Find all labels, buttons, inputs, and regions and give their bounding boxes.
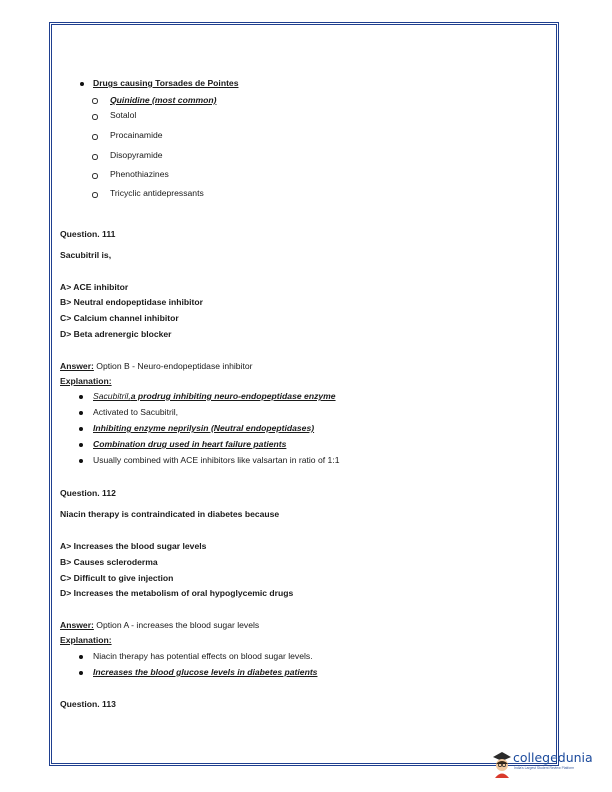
explanation-item-part: Sacubitril, [93,391,131,401]
option: D> Increases the metabolism of oral hypoglycemic drugs [60,588,294,598]
bullet-icon [79,443,83,447]
question-stem: Niacin therapy is contraindicated in diabetes because [60,509,280,519]
explanation-label: Explanation: [60,635,112,645]
option: A> ACE inhibitor [60,282,129,292]
mascot-icon [491,749,513,779]
option: A> Increases the blood sugar levels [60,541,207,551]
option: C> Difficult to give injection [60,573,174,583]
torsades-item: Phenothiazines [110,169,169,179]
question-number: Question. 112 [60,488,116,498]
explanation-item: Niacin therapy has potential effects on blood sugar levels. [93,651,313,661]
question-number: Question. 113 [60,699,116,709]
bullet-icon [79,671,83,675]
torsades-item: Procainamide [110,130,163,140]
torsades-item: Sotalol [110,110,137,120]
torsades-item: Quinidine (most common) [110,95,217,105]
question-number: Question. 111 [60,229,116,239]
bullet-icon [79,459,83,463]
collegedunia-logo [491,748,593,780]
explanation-label: Explanation: [60,376,112,386]
logo-tagline: India's Largest Student Review Platform [514,766,575,770]
explanation-item-part: a prodrug inhibiting neuro-endopeptidase enzyme [130,391,336,401]
circle-bullet-icon [92,154,98,160]
torsades-heading: Drugs causing Torsades de Pointes [93,78,239,88]
explanation-item [93,391,336,401]
logo-name: collegedunia [513,750,593,765]
answer-line [60,620,259,630]
torsades-item: Tricyclic antidepressants [110,188,204,198]
explanation-item: Inhibiting enzyme neprilysin (Neutral endopeptidases) [93,423,315,433]
answer-text: Option B - Neuro-endopeptidase inhibitor [93,361,253,371]
explanation-item: Activated to Sacubitril, [93,407,179,417]
answer-label: Answer: [60,361,94,371]
option: C> Calcium channel inhibitor [60,313,179,323]
circle-bullet-icon [92,98,98,104]
bullet-icon [80,82,84,86]
bullet-icon [79,395,83,399]
option: D> Beta adrenergic blocker [60,329,172,339]
explanation-item: Combination drug used in heart failure patients [93,439,287,449]
explanation-item: Increases the blood glucose levels in diabetes patients [93,667,318,677]
bullet-icon [79,655,83,659]
circle-bullet-icon [92,114,98,120]
circle-bullet-icon [92,192,98,198]
explanation-item: Usually combined with ACE inhibitors like valsartan in ratio of 1:1 [93,455,340,465]
bullet-icon [79,427,83,431]
question-stem: Sacubitril is, [60,250,112,260]
bullet-icon [79,411,83,415]
option: B> Neutral endopeptidase inhibitor [60,297,204,307]
answer-text: Option A - increases the blood sugar levels [93,620,260,630]
circle-bullet-icon [92,173,98,179]
option: B> Causes scleroderma [60,557,158,567]
torsades-item: Disopyramide [110,150,163,160]
circle-bullet-icon [92,134,98,140]
answer-label: Answer: [60,620,94,630]
answer-line [60,361,253,371]
